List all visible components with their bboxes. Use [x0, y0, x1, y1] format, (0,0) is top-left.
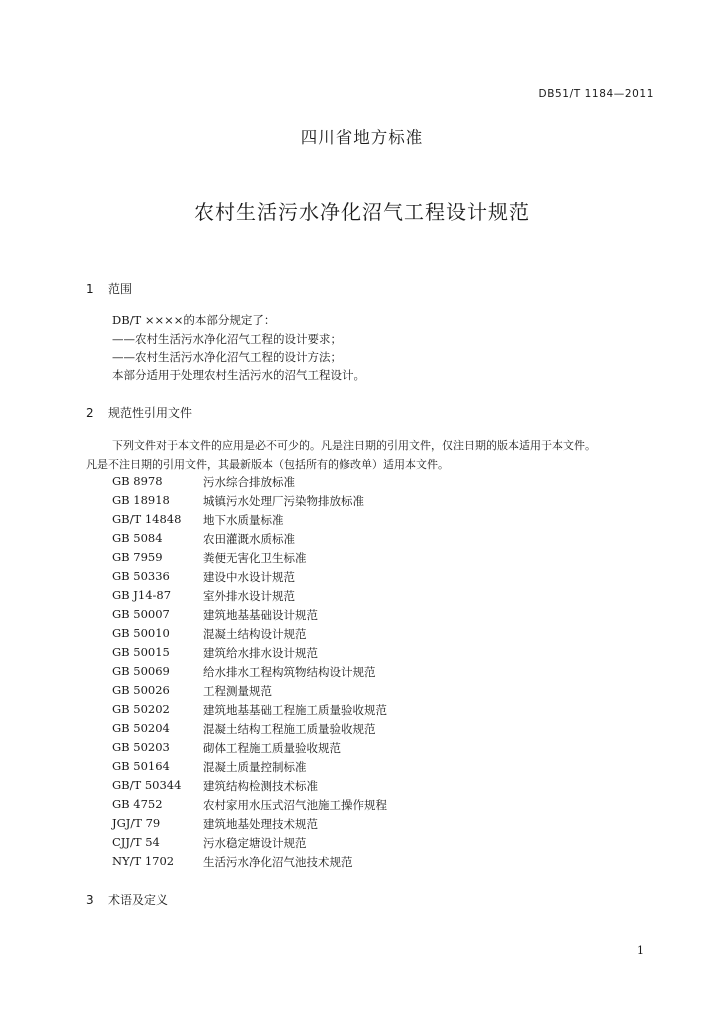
- section-number: 2: [86, 406, 94, 420]
- reference-name: 建筑给水排水设计规范: [203, 646, 318, 660]
- scope-line: 本部分适用于处理农村生活污水的沼气工程设计。: [112, 368, 365, 382]
- section-number: 1: [86, 282, 94, 296]
- reference-code: GB 50069: [112, 664, 170, 678]
- reference-code: GB 50204: [112, 721, 170, 735]
- reference-name: 地下水质量标准: [203, 513, 284, 527]
- reference-name: 粪便无害化卫生标准: [203, 551, 307, 565]
- reference-code: NY/T 1702: [112, 854, 175, 868]
- section-heading-scope: [86, 280, 132, 297]
- reference-name: 工程测量规范: [203, 684, 272, 698]
- reference-code: GB 50336: [112, 569, 170, 583]
- reference-name: 混凝土质量控制标准: [203, 760, 307, 774]
- scope-line: DB/T ××××的本部分规定了：: [112, 313, 276, 327]
- reference-name: 混凝土结构工程施工质量验收规范: [203, 722, 376, 736]
- reference-code: GB 50164: [112, 759, 170, 773]
- reference-name: 给水排水工程构筑物结构设计规范: [203, 665, 376, 679]
- references-intro-line: 下列文件对于本文件的应用是必不可少的。凡是注日期的引用文件，仅注日期的版本适用于本文件。: [112, 439, 596, 452]
- section-number: 3: [86, 893, 94, 907]
- section-title: 规范性引用文件: [108, 406, 193, 420]
- reference-name: 农村家用水压式沼气池施工操作规程: [203, 798, 387, 812]
- reference-code: GB/T 14848: [112, 512, 182, 526]
- reference-name: 建筑结构检测技术标准: [203, 779, 318, 793]
- reference-code: JGJ/T 79: [112, 816, 161, 830]
- document-title: 农村生活污水净化沼气工程设计规范: [194, 200, 530, 224]
- reference-name: 建筑地基基础工程施工质量验收规范: [203, 703, 387, 717]
- reference-code: GB J14-87: [112, 588, 172, 602]
- reference-code: GB 4752: [112, 797, 163, 811]
- reference-code: GB 50202: [112, 702, 170, 716]
- reference-code: GB 7959: [112, 550, 163, 564]
- references-intro-line: 凡是不注日期的引用文件，其最新版本（包括所有的修改单）适用本文件。: [86, 458, 449, 471]
- section-heading-normative-references: [86, 404, 192, 421]
- issuing-organization: 四川省地方标准: [300, 128, 424, 147]
- scope-line: ——农村生活污水净化沼气工程的设计要求；: [112, 332, 342, 346]
- reference-code: GB 50010: [112, 626, 170, 640]
- reference-name: 生活污水净化沼气池技术规范: [203, 855, 353, 869]
- section-title: 范围: [108, 282, 133, 296]
- reference-name: 砌体工程施工质量验收规范: [203, 741, 341, 755]
- page-number: 1: [637, 944, 644, 957]
- reference-code: GB 50007: [112, 607, 170, 621]
- reference-code: GB 50015: [112, 645, 170, 659]
- reference-name: 污水稳定塘设计规范: [203, 836, 307, 850]
- reference-name: 建筑地基处理技术规范: [203, 817, 318, 831]
- reference-code: CJJ/T 54: [112, 835, 160, 849]
- reference-code: GB 8978: [112, 474, 163, 488]
- standard-number: DB51/T 1184—2011: [538, 88, 654, 100]
- reference-name: 农田灌溉水质标准: [203, 532, 295, 546]
- reference-code: GB/T 50344: [112, 778, 182, 792]
- scope-line: ——农村生活污水净化沼气工程的设计方法；: [112, 350, 342, 364]
- reference-name: 建设中水设计规范: [203, 570, 295, 584]
- reference-name: 污水综合排放标准: [203, 475, 295, 489]
- section-title: 术语及定义: [108, 893, 169, 907]
- reference-code: GB 50026: [112, 683, 170, 697]
- reference-name: 建筑地基基础设计规范: [203, 608, 318, 622]
- reference-name: 城镇污水处理厂污染物排放标准: [203, 494, 364, 508]
- section-heading-terms: [86, 891, 168, 908]
- reference-code: GB 50203: [112, 740, 170, 754]
- reference-name: 室外排水设计规范: [203, 589, 295, 603]
- reference-code: GB 18918: [112, 493, 170, 507]
- reference-name: 混凝土结构设计规范: [203, 627, 307, 641]
- reference-code: GB 5084: [112, 531, 163, 545]
